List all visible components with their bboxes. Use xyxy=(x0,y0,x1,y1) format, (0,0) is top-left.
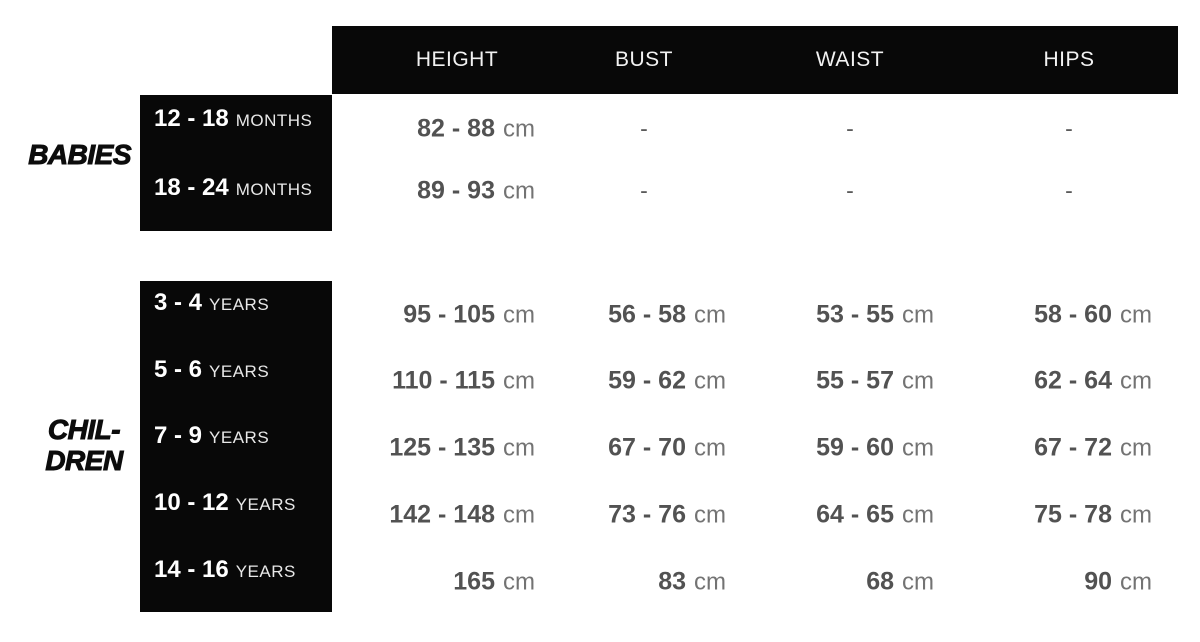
cell-children-14-16-waist xyxy=(729,568,934,597)
cm-unit: cm xyxy=(1120,434,1152,462)
size-row-children-10-12 xyxy=(154,489,330,517)
cm-unit: cm xyxy=(902,501,934,529)
cell-children-7-9-waist xyxy=(729,434,934,463)
cell-children-7-9-bust xyxy=(521,434,726,463)
waist-value: 55 - 57 xyxy=(816,366,894,395)
height-value: 125 - 135 xyxy=(389,433,495,462)
hips-value: 58 - 60 xyxy=(1034,300,1112,329)
size-row-children-3-4 xyxy=(154,289,330,317)
bust-value: 83 xyxy=(658,567,686,596)
cm-unit: cm xyxy=(503,568,535,596)
cell-children-14-16-bust xyxy=(521,568,726,597)
cm-unit: cm xyxy=(1120,568,1152,596)
children-label-line1: CHIL- xyxy=(47,414,121,445)
cm-unit: cm xyxy=(694,367,726,395)
size-unit-label: YEARS xyxy=(209,362,270,381)
cell-children-14-16-height xyxy=(330,568,535,597)
cm-unit: cm xyxy=(503,501,535,529)
waist-value: 53 - 55 xyxy=(816,300,894,329)
cm-unit: cm xyxy=(1120,367,1152,395)
size-unit-label: MONTHS xyxy=(235,180,313,199)
hips-value: 90 xyxy=(1084,567,1112,596)
cm-unit: cm xyxy=(902,568,934,596)
size-range: 10 - 12 xyxy=(154,489,229,516)
cell-babies-12-18-hips-dash: - xyxy=(1065,115,1073,142)
height-value: 165 xyxy=(453,567,495,596)
column-header-hips: HIPS xyxy=(1043,48,1095,71)
size-range: 12 - 18 xyxy=(154,105,229,132)
waist-value: 68 xyxy=(866,567,894,596)
cell-children-10-12-bust xyxy=(521,501,726,530)
size-row-babies-12-18 xyxy=(154,105,330,133)
size-range: 5 - 6 xyxy=(154,356,203,383)
column-header-bust: BUST xyxy=(614,48,674,71)
cm-unit: cm xyxy=(694,501,726,529)
cm-unit: cm xyxy=(694,434,726,462)
bust-value: 59 - 62 xyxy=(608,366,686,395)
cm-unit: cm xyxy=(503,115,535,143)
cell-children-5-6-height xyxy=(330,367,535,396)
size-range: 18 - 24 xyxy=(154,174,229,201)
size-row-children-5-6 xyxy=(154,356,330,384)
cell-children-10-12-hips xyxy=(947,501,1152,530)
size-unit-label: YEARS xyxy=(209,428,270,447)
height-value: 82 - 88 xyxy=(417,114,495,143)
size-unit-label: YEARS xyxy=(209,295,270,314)
cell-babies-12-18-bust-dash: - xyxy=(640,115,648,142)
group-label-babies: BABIES xyxy=(28,139,131,170)
column-header-height: HEIGHT xyxy=(415,48,499,71)
cell-children-3-4-waist xyxy=(729,301,934,330)
cm-unit: cm xyxy=(503,367,535,395)
cm-unit: cm xyxy=(902,367,934,395)
size-row-children-7-9 xyxy=(154,422,330,450)
bust-value: 56 - 58 xyxy=(608,300,686,329)
cell-children-3-4-hips xyxy=(947,301,1152,330)
cell-babies-12-18-height xyxy=(330,115,535,144)
cm-unit: cm xyxy=(902,434,934,462)
height-value: 95 - 105 xyxy=(403,300,495,329)
bust-value: 73 - 76 xyxy=(608,500,686,529)
cell-babies-18-24-hips-dash: - xyxy=(1065,177,1073,204)
waist-value: 64 - 65 xyxy=(816,500,894,529)
cell-babies-12-18-waist-dash: - xyxy=(846,115,854,142)
bust-value: 67 - 70 xyxy=(608,433,686,462)
cm-unit: cm xyxy=(503,301,535,329)
size-range: 7 - 9 xyxy=(154,422,203,449)
babies-size-box xyxy=(140,95,332,231)
cell-children-3-4-height xyxy=(330,301,535,330)
cell-babies-18-24-height xyxy=(330,177,535,206)
cell-children-10-12-height xyxy=(330,501,535,530)
size-row-babies-18-24 xyxy=(154,174,330,202)
column-header-waist: WAIST xyxy=(815,48,885,71)
table-header-bar xyxy=(332,26,1178,94)
cell-children-3-4-bust xyxy=(521,301,726,330)
size-unit-label: YEARS xyxy=(235,495,296,514)
hips-value: 67 - 72 xyxy=(1034,433,1112,462)
cm-unit: cm xyxy=(503,177,535,205)
height-value: 89 - 93 xyxy=(417,176,495,205)
cm-unit: cm xyxy=(1120,501,1152,529)
cm-unit: cm xyxy=(694,301,726,329)
cm-unit: cm xyxy=(694,568,726,596)
cell-children-5-6-waist xyxy=(729,367,934,396)
size-range: 3 - 4 xyxy=(154,289,203,316)
cell-babies-18-24-bust-dash: - xyxy=(640,177,648,204)
hips-value: 62 - 64 xyxy=(1034,366,1112,395)
cell-children-5-6-bust xyxy=(521,367,726,396)
cell-children-7-9-hips xyxy=(947,434,1152,463)
height-value: 110 - 115 xyxy=(392,366,495,395)
cell-children-7-9-height xyxy=(330,434,535,463)
size-unit-label: YEARS xyxy=(235,562,296,581)
children-size-box xyxy=(140,281,332,612)
children-label-line2: DREN xyxy=(45,445,123,476)
height-value: 142 - 148 xyxy=(389,500,495,529)
cell-children-10-12-waist xyxy=(729,501,934,530)
cm-unit: cm xyxy=(503,434,535,462)
size-row-children-14-16 xyxy=(154,556,330,584)
cm-unit: cm xyxy=(902,301,934,329)
cell-babies-18-24-waist-dash: - xyxy=(846,177,854,204)
size-range: 14 - 16 xyxy=(154,556,229,583)
cm-unit: cm xyxy=(1120,301,1152,329)
hips-value: 75 - 78 xyxy=(1034,500,1112,529)
cell-children-14-16-hips xyxy=(947,568,1152,597)
group-label-children xyxy=(24,414,144,476)
cell-children-5-6-hips xyxy=(947,367,1152,396)
waist-value: 59 - 60 xyxy=(816,433,894,462)
size-unit-label: MONTHS xyxy=(235,111,313,130)
